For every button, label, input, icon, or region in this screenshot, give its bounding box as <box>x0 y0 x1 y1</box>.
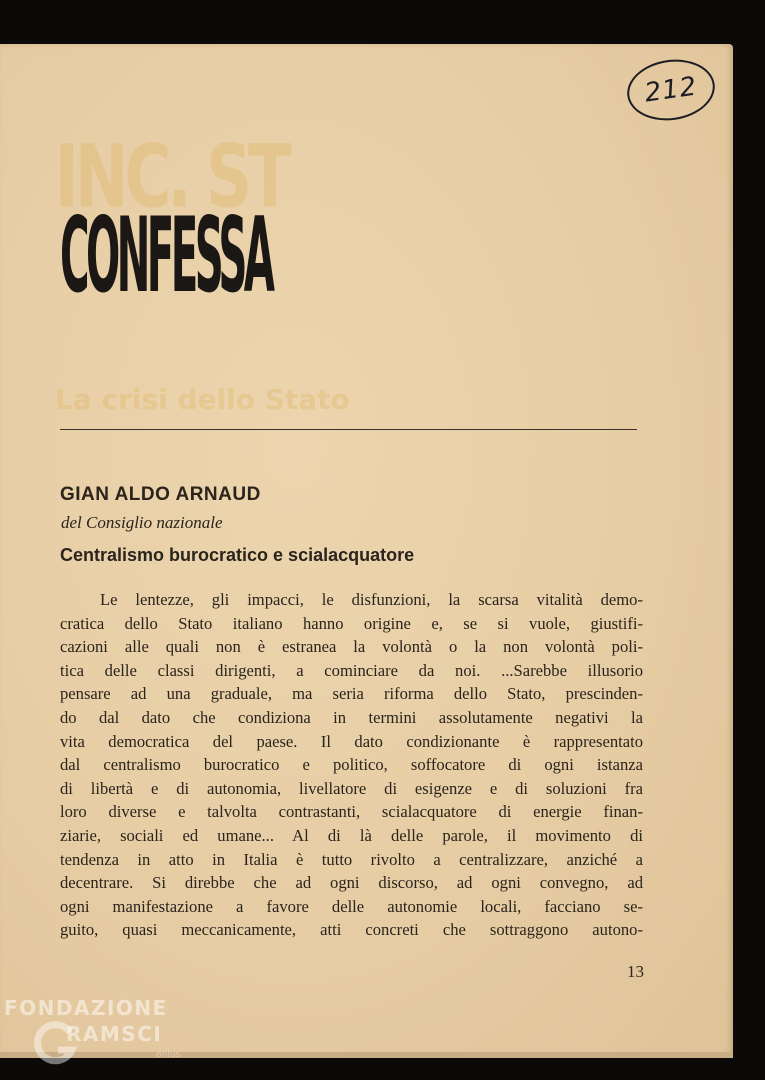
body-line: tica delle classi dirigenti, a cominciare da noi. ...Sarebbe illusorio <box>60 660 643 680</box>
faded-header-text: INC. ST <box>55 128 288 228</box>
article-body <box>60 588 643 942</box>
body-line: loro diverse e talvolta contrastanti, scialacquatore di energie finan- <box>60 802 643 822</box>
body-line: decentrare. Si direbbe che ad ogni discorso, ad ogni convegno, ad <box>60 873 643 893</box>
watermark-logo <box>4 996 194 1076</box>
body-line: Le lentezze, gli impacci, le disfunzioni, la scarsa vitalità demo- <box>100 590 643 609</box>
page-number: 13 <box>627 962 644 981</box>
body-line: ziarie, sociali ed umane... Al di là delle parole, il movimento di <box>60 825 643 845</box>
body-line: cazioni alle quali non è estranea la volontà o la non volontà poli- <box>60 637 643 657</box>
watermark-line2: RAMSCI <box>66 1022 163 1046</box>
watermark-line1: FONDAZIONE <box>4 996 168 1020</box>
masthead-title: CONFESSA <box>60 196 272 317</box>
body-line: ogni manifestazione a favore delle autonomie locali, facciano se- <box>60 896 643 916</box>
body-line: guito, quasi meccanicamente, atti concreti che sottraggono autono- <box>60 920 643 940</box>
divider-rule <box>60 429 637 430</box>
body-line: cratica dello Stato italiano hanno origine e, se si vuole, giustifi- <box>60 613 643 633</box>
body-line: dal centralismo burocratico e politico, soffocatore di ogni istanza <box>60 755 643 775</box>
archive-number: 212 <box>642 71 700 109</box>
watermark-onlus: onlus <box>156 1050 181 1060</box>
body-line: pensare ad una graduale, ma seria riforma dello Stato, prescinden- <box>60 684 643 704</box>
author-affiliation: del Consiglio nazionale <box>61 513 223 532</box>
body-line: do dal dato che condiziona in termini assolutamente negativi la <box>60 707 643 727</box>
author-name: GIAN ALDO ARNAUD <box>60 484 261 505</box>
article-headline: Centralismo burocratico e scialacquatore <box>60 545 415 565</box>
body-line: vita democratica del paese. Il dato condizionante è rappresentato <box>60 731 643 751</box>
faded-section-text: La crisi dello Stato <box>55 383 350 416</box>
body-line: di libertà e di autonomia, livellatore di esigenze e di soluzioni fra <box>60 778 643 798</box>
body-line: tendenza in atto in Italia è tutto rivolto a centralizzare, anziché a <box>60 849 643 869</box>
